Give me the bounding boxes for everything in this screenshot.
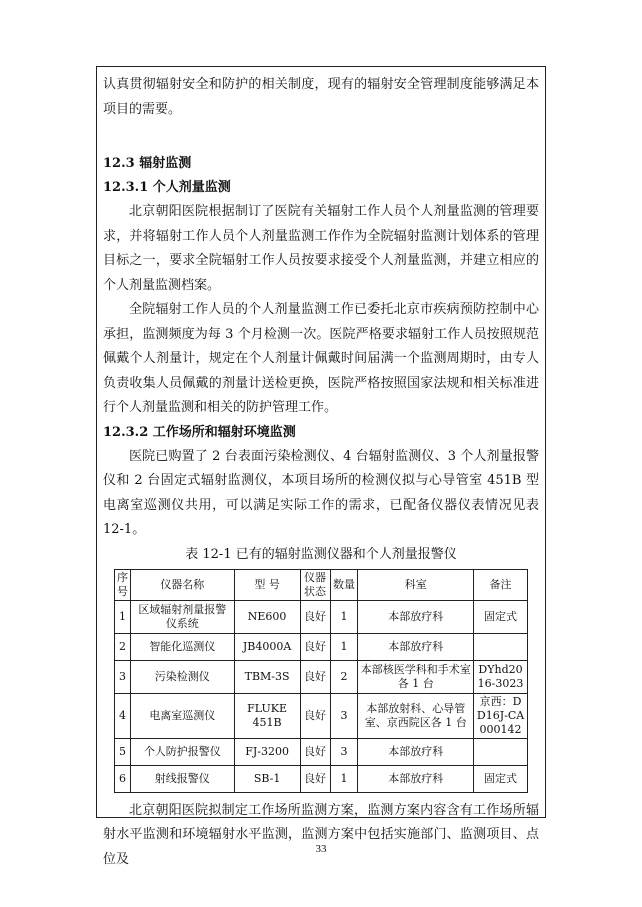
cell-qty: 3 <box>330 738 358 765</box>
cell-note: DYhd2016-3023 <box>474 660 528 693</box>
cell-name: 智能化巡测仪 <box>131 633 235 660</box>
cell-qty: 1 <box>330 765 358 792</box>
header-model: 型 号 <box>234 569 300 600</box>
cell-note: 固定式 <box>474 765 528 792</box>
cell-model: FLUKE 451B <box>234 693 300 738</box>
cell-qty: 1 <box>330 633 358 660</box>
cell-no: 4 <box>115 693 131 738</box>
table-row <box>115 765 528 792</box>
table-row <box>115 633 528 660</box>
cell-status: 良好 <box>300 660 330 693</box>
section-heading-12-3: 12.3 辐射监测 <box>103 156 192 171</box>
header-name: 仪器名称 <box>131 569 235 600</box>
cell-no: 3 <box>115 660 131 693</box>
header-dept: 科室 <box>358 569 474 600</box>
cell-name: 个人防护报警仪 <box>131 738 235 765</box>
cell-no: 1 <box>115 600 131 633</box>
table-row <box>115 738 528 765</box>
cell-status: 良好 <box>300 693 330 738</box>
cell-model: TBM-3S <box>234 660 300 693</box>
cell-name: 区域辐射剂量报警仪系统 <box>131 600 235 633</box>
instrument-table <box>114 569 528 793</box>
cell-no: 6 <box>115 765 131 792</box>
cell-status: 良好 <box>300 600 330 633</box>
paragraph-monitoring-plan: 北京朝阳医院拟制定工作场所监测方案，监测方案内容含有工作场所辐射水平监测和环境辐射水平监测，监测方案中包括实施部门、监测项目、点位及 <box>103 802 539 867</box>
header-no: 序号 <box>115 569 131 600</box>
cell-qty: 1 <box>330 600 358 633</box>
section-heading-12-3-1: 12.3.1 个人剂量监测 <box>103 180 231 195</box>
cell-model: JB4000A <box>234 633 300 660</box>
cell-dept: 本部放疗科 <box>358 738 474 765</box>
paragraph-instruments: 医院已购置了 2 台表面污染检测仪、4 台辐射监测仪、3 个人剂量报警仪和 2 台固定式辐射监测仪，本项目场所的检测仪拟与心导管室 451B 型电离室巡测仪共用，可以满足实际工作的需求，已配备仪器仪表情况见表 12-1。 <box>103 448 539 537</box>
cell-model: SB-1 <box>234 765 300 792</box>
table-row <box>115 693 528 738</box>
page-content <box>103 73 539 872</box>
cell-dept: 本部放疗科 <box>358 765 474 792</box>
cell-dept: 本部核医学科和手术室各 1 台 <box>358 660 474 693</box>
paragraph-dose-requirements: 北京朝阳医院根据制订了医院有关辐射工作人员个人剂量监测的管理要求，并将辐射工作人员个人剂量监测工作作为全院辐射监测计划体系的管理目标之一，要求全院辐射工作人员按要求接受个人剂量监测，并建立相应的个人剂量监测档案。 <box>103 204 539 293</box>
table-header-row <box>115 569 528 600</box>
cell-note: 固定式 <box>474 600 528 633</box>
paragraph-dose-monitoring: 全院辐射工作人员的个人剂量监测工作已委托北京市疾病预防控制中心承担，监测频度为每 3 个月检测一次。医院严格要求辐射工作人员按照规范佩戴个人剂量计，规定在个人剂量计佩戴时间届满一个监测周期时，由专人负责收集人员佩戴的剂量计送检更换，医院严格按照国家法规和相关标准进行个人剂量监测和相关的防护管理工作。 <box>103 302 539 415</box>
section-heading-12-3-2: 12.3.2 工作场所和辐射环境监测 <box>103 424 296 440</box>
cell-note <box>474 738 528 765</box>
header-status: 仪器状态 <box>300 569 330 600</box>
cell-no: 2 <box>115 633 131 660</box>
cell-status: 良好 <box>300 633 330 660</box>
cell-dept: 本部放疗科 <box>358 633 474 660</box>
header-note: 备注 <box>474 569 528 600</box>
table-caption: 表 12-1 已有的辐射监测仪器和个人剂量报警仪 <box>185 546 457 562</box>
cell-status: 良好 <box>300 765 330 792</box>
continued-paragraph: 认真贯彻辐射安全和防护的相关制度，现有的辐射安全管理制度能够满足本项目的需要。 <box>103 77 539 117</box>
cell-name: 污染检测仪 <box>131 660 235 693</box>
cell-name: 电离室巡测仪 <box>131 693 235 738</box>
cell-dept: 本部放射科、心导管室、京西院区各 1 台 <box>358 693 474 738</box>
cell-name: 射线报警仪 <box>131 765 235 792</box>
cell-dept: 本部放疗科 <box>358 600 474 633</box>
header-qty: 数量 <box>330 569 358 600</box>
table-row <box>115 660 528 693</box>
cell-note <box>474 633 528 660</box>
page-number: 33 <box>315 843 327 855</box>
cell-status: 良好 <box>300 738 330 765</box>
cell-model: NE600 <box>234 600 300 633</box>
table-row <box>115 600 528 633</box>
cell-qty: 3 <box>330 693 358 738</box>
cell-qty: 2 <box>330 660 358 693</box>
cell-note: 京西：DD16J-CA000142 <box>474 693 528 738</box>
cell-model: FJ-3200 <box>234 738 300 765</box>
cell-no: 5 <box>115 738 131 765</box>
